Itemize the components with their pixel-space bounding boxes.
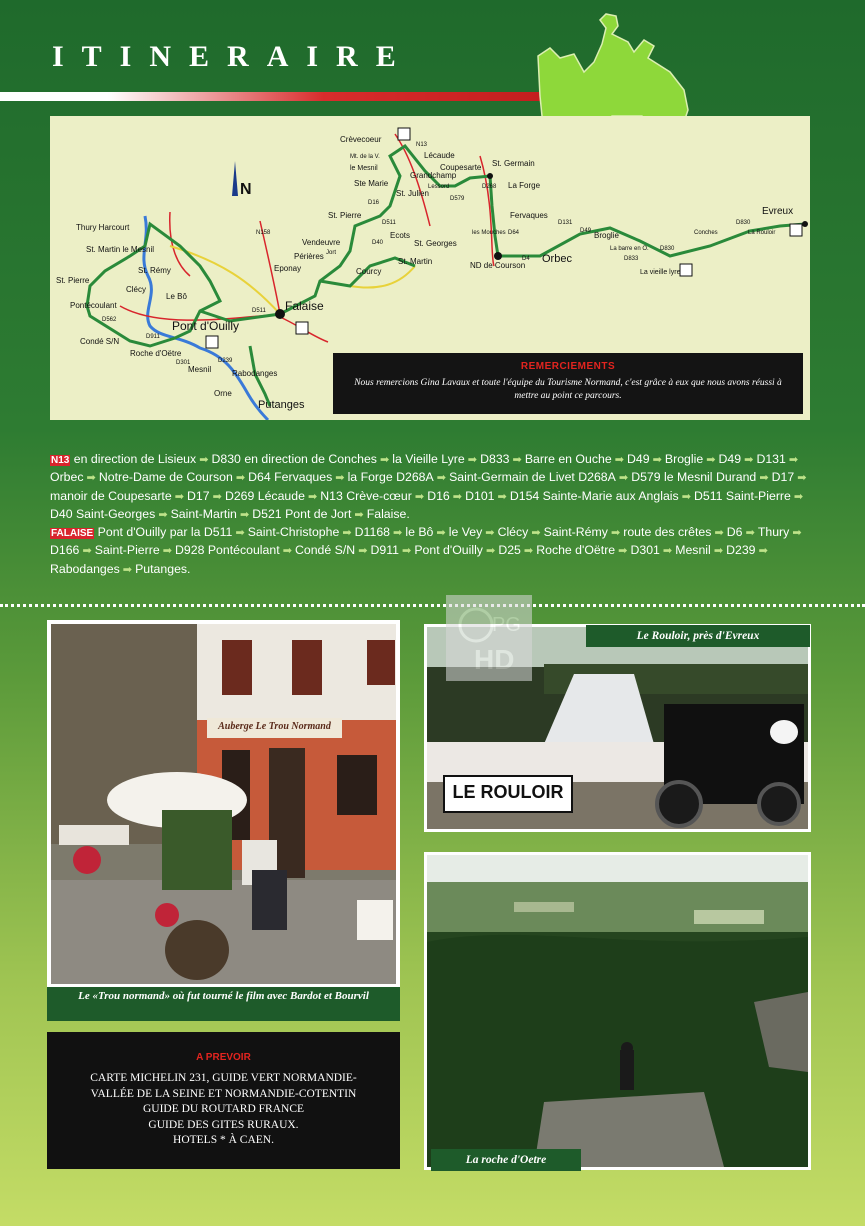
map-label: Putanges [258,399,305,411]
map-label: Courcy [356,267,382,276]
caption-roche: La roche d'Oetre [431,1149,581,1171]
map-label: Thury Harcourt [76,223,130,232]
map-label: D4 [522,256,530,262]
a-prevoir-line: GUIDE DES GITES RURAUX. [148,1118,299,1131]
map-label: D131 [558,220,573,226]
arrow-icon: ➡ [615,472,632,485]
route-step: Clécy [497,525,529,540]
route-step: D40 Saint-Georges [50,506,156,521]
arrow-icon: ➡ [355,545,371,558]
auberge-sign: Auberge Le Trou Normand [218,721,331,732]
title-underline [0,92,540,101]
route-step: route des crêtes [623,525,712,540]
map-label: Périères [294,252,324,261]
route-step: N13 Crève-cœur [320,488,412,503]
map-label: Falaise [285,299,324,313]
map-label: St. Pierre [328,211,362,220]
rouloir-sign: LE ROULOIR [452,782,564,802]
route-step: Falaise. [366,506,410,521]
arrow-icon: ➡ [332,472,348,485]
map-label: La vieille lyre [640,269,681,276]
map-label: Grandchamp [410,171,457,180]
map-label: Ste Marie [354,179,389,188]
map-label: D579 [450,196,465,202]
route-step: Saint-Christophe [247,525,340,540]
route-step: Rabodanges [50,561,120,576]
map-label: D40 [372,240,384,246]
route-steps [50,452,806,521]
route-step: D25 [498,543,521,558]
map-label: St. Rémy [138,266,171,275]
arrow-icon: ➡ [196,454,212,466]
map-label: Lessord [428,184,450,190]
a-prevoir-list [47,1071,400,1149]
arrow-icon: ➡ [232,527,248,540]
route-part-1 [50,451,820,524]
route-step: Pont d'Ouilly par la D511 [97,525,233,540]
arrow-icon: ➡ [376,454,393,466]
arrow-icon: ➡ [339,527,355,540]
route-description [50,451,820,579]
map-label: Roche d'Oëtre [130,349,182,358]
route-step: Pont d'Ouilly [414,543,483,558]
arrow-icon: ➡ [528,527,544,540]
route-step: D239 [726,543,756,558]
arrow-icon: ➡ [755,545,768,558]
route-step: D833 [480,452,510,466]
arrow-icon: ➡ [304,490,321,503]
arrow-icon: ➡ [794,472,807,485]
map-label: D16 [368,200,380,206]
a-prevoir-heading: A PREVOIR [196,1052,251,1063]
route-step: D269 Lécaude [224,488,305,503]
arrow-icon: ➡ [209,490,225,503]
arrow-icon: ➡ [659,545,676,558]
map-label: St. Georges [414,239,457,248]
map-label: Crèvecoeur [340,135,382,144]
route-step: D16 [427,488,450,503]
arrow-icon: ➡ [232,472,249,485]
route-step: en direction de Lisieux [73,452,197,466]
map-label: Coupesarte [440,163,482,172]
arrow-icon: ➡ [398,545,415,558]
arrow-icon: ➡ [785,454,799,466]
a-prevoir-box [47,1032,400,1169]
map-label: ND de Courson [470,261,526,270]
map-label: D268 [482,184,497,190]
route-step: D49 [627,452,650,466]
map-label: D511 [252,308,266,314]
map-label: les Mouches [472,230,506,236]
route-step: D911 [370,543,399,558]
map-label: St. Pierre [56,276,90,285]
route-step: D17 [771,470,795,485]
route-map [50,116,810,420]
arrow-icon: ➡ [79,545,95,558]
arrow-icon: ➡ [611,454,627,466]
route-step: D166 [50,543,80,558]
arrow-icon: ➡ [236,508,253,521]
route-part-2 [50,524,820,579]
map-label: Evreux [762,206,794,217]
arrow-icon: ➡ [411,490,428,503]
map-label: D830 [736,220,751,226]
map-label: La Rouloir [748,230,776,236]
arrow-icon: ➡ [741,454,757,466]
map-label: Mt. de la V. [350,154,380,160]
compass-label: N [240,181,252,198]
route-step: le Bô [405,525,434,540]
route-step: la Vieille Lyre [392,452,465,466]
caption-auberge: Le «Trou normand» où fut tourné le film avec Bardot et Bourvil [47,987,400,1021]
route-step: D1168 [354,525,390,540]
map-label: Condé S/N [80,337,120,346]
arrow-icon: ➡ [433,472,450,485]
arrow-icon: ➡ [703,454,719,466]
arrow-icon: ➡ [155,508,171,521]
map-label: N13 [416,142,428,148]
route-step: Mesnil [675,543,711,558]
watermark-logo-icon [446,595,532,681]
route-steps [50,525,802,576]
route-step: Saint-Rémy [543,525,608,540]
info-icon [398,128,410,140]
map-label: Fervaques [510,211,548,220]
map-label: D830 [660,246,675,252]
route-step: manoir de Coupesarte [50,488,172,503]
arrow-icon: ➡ [509,454,525,466]
arrow-icon: ➡ [171,490,188,503]
arrow-icon: ➡ [520,545,537,558]
map-label: D833 [624,256,639,262]
arrow-icon: ➡ [433,527,449,540]
map-label: Pontécoulant [70,301,117,310]
arrow-icon: ➡ [83,472,99,485]
arrow-icon: ➡ [742,527,758,540]
map-label: Jort [326,250,337,256]
route-step: D301 [630,543,660,558]
map-label: Le Bô [166,292,187,301]
map-label: D49 [580,228,592,234]
route-step: D521 Pont de Jort [252,506,352,521]
route-step: la Forge D268A [347,470,434,485]
map-label: Rabodanges [232,369,278,378]
arrow-icon: ➡ [482,527,498,540]
map-label: St. Martin [398,257,433,266]
info-icon [790,224,802,236]
map-label: Eponay [274,264,302,273]
map-label: Lécaude [424,151,455,160]
route-step: D64 Fervaques [248,470,333,485]
map-label: D511 [382,220,396,226]
info-icon [206,336,218,348]
remerciements-heading: REMERCIEMENTS [520,361,616,372]
route-tag: FALAISE [51,528,94,540]
arrow-icon: ➡ [159,545,176,558]
route-step: D49 [718,452,742,466]
route-step: D830 en direction de Conches [211,452,377,466]
route-step: D131 [756,452,786,466]
compass-icon [232,161,238,196]
arrow-icon: ➡ [351,508,367,521]
route-step: le Vey [448,525,483,540]
svg-text:HD: HD [474,644,515,675]
arrow-icon: ➡ [482,545,499,558]
map-label: Vendeuvre [302,238,341,247]
map-label: Conches [694,230,718,236]
map-label: Clécy [126,285,147,294]
route-step: Barre en Ouche [524,452,612,466]
map-label: D562 [102,317,117,323]
arrow-icon: ➡ [711,527,727,540]
route-step: Putanges. [135,561,191,576]
caption-rouloir: Le Rouloir, près d'Evreux [586,625,810,647]
page-title: ITINERAIRE [52,40,414,73]
route-step: Saint-Pierre [94,543,160,558]
route-step: Roche d'Oëtre [536,543,616,558]
arrow-icon: ➡ [678,490,695,503]
remerciements-box [333,353,803,414]
map-label: St. Germain [492,159,535,168]
arrow-icon: ➡ [710,545,727,558]
route-step: Thury [757,525,790,540]
arrow-icon: ➡ [494,490,510,503]
arrow-icon: ➡ [649,454,665,466]
map-label: D301 [176,360,191,366]
map-label: Ecots [390,231,411,240]
a-prevoir-line: HOTELS * À CAEN. [173,1134,274,1146]
map-label: La Forge [508,181,541,190]
map-label: Orbec [542,253,572,265]
map-label: D64 [508,230,520,236]
map-label: Broglie [594,231,619,240]
restaurant-icon [680,264,692,276]
info-icon [296,322,308,334]
map-label: N158 [256,230,271,236]
route-step: D6 [726,525,743,540]
route-step: D154 Sainte-Marie aux Anglais [509,488,679,503]
a-prevoir-line: GUIDE DU ROUTARD FRANCE [142,1103,305,1115]
route-step: Saint-Martin [170,506,237,521]
route-step: D101 [465,488,495,503]
photo-roche-doetre [424,852,811,1170]
remerciements-text: Nous remercions Gina Lavaux et toute l'équipe du Tourisme Normand, c'est grâce à eux que nous avons réussi à mettre au point ce parcours. [354,378,782,401]
map-label: Pont d'Ouilly [172,319,239,333]
route-step: D579 le Mesnil Durand [631,470,757,485]
route-step: Condé S/N [294,543,356,558]
arrow-icon: ➡ [607,527,624,540]
arrow-icon: ➡ [615,545,631,558]
section-divider [0,604,865,607]
a-prevoir-line: VALLÉE DE LA SEINE ET NORMANDIE-COTENTIN [90,1087,357,1100]
map-label: St. Julien [396,189,429,198]
arrow-icon: ➡ [789,527,802,540]
route-tag: N13 [51,455,70,466]
svg-text:PG: PG [492,614,521,636]
map-label: La barre en O. [610,246,649,252]
map-label: le Mesnil [350,165,378,172]
map-label: Mesnil [188,365,212,374]
a-prevoir-line: CARTE MICHELIN 231, GUIDE VERT NORMANDIE- [90,1072,357,1084]
arrow-icon: ➡ [449,490,466,503]
map-label: D239 [218,358,233,364]
route-step: Broglie [664,452,704,466]
map-label: St. Martin le Mesnil [86,245,155,254]
arrow-icon: ➡ [790,490,804,503]
arrow-icon: ➡ [279,545,295,558]
photo-auberge [47,620,400,988]
arrow-icon: ➡ [464,454,481,466]
arrow-icon: ➡ [390,527,406,540]
arrow-icon: ➡ [756,472,772,485]
route-step: Orbec [50,470,84,485]
route-step: D17 [187,488,210,503]
map-label: Orne [214,389,232,398]
route-step: D511 Saint-Pierre [694,488,791,503]
route-step: D928 Pontécoulant [175,543,280,558]
route-step: Saint-Germain de Livet D268A [449,470,616,485]
map-label: D911 [146,334,160,340]
route-step: Notre-Dame de Courson [98,470,233,485]
arrow-icon: ➡ [119,563,136,576]
